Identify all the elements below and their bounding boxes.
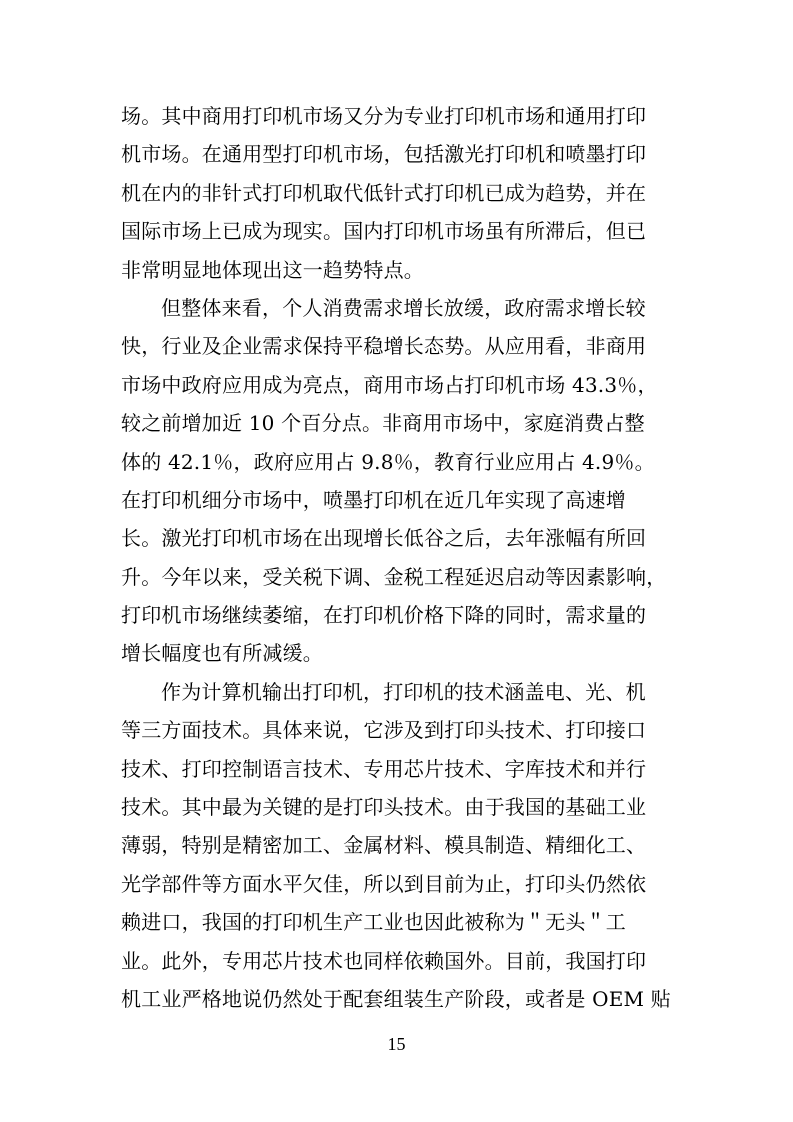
text-line: 赖进口，我国的打印机生产工业也因此被称为＂无头＂工: [121, 910, 626, 935]
text-line: 体的 42.1％，政府应用占 9.8％，教育行业应用占 4.9％。: [121, 449, 655, 474]
text-line: 市场中政府应用成为亮点，商用市场占打印机市场 43.3％，: [121, 372, 658, 397]
text-line: 但整体来看，个人消费需求增长放缓，政府需求增长较: [161, 295, 646, 320]
text-line: 较之前增加近 10 个百分点。非商用市场中，家庭消费占整: [121, 411, 645, 436]
text-line: 长。激光打印机市场在出现增长低谷之后，去年涨幅有所回: [121, 526, 647, 551]
text-line: 打印机市场继续萎缩，在打印机价格下降的同时，需求量的: [121, 603, 647, 628]
page-number: 15: [387, 1034, 406, 1054]
text-line: 非常明显地体现出这一趋势特点。: [121, 257, 424, 282]
text-line: 光学部件等方面水平欠佳，所以到目前为止，打印头仍然依: [121, 871, 647, 896]
text-line: 机市场。在通用型打印机市场，包括激光打印机和喷墨打印: [121, 142, 647, 167]
text-line: 在打印机细分市场中，喷墨打印机在近几年实现了高速增: [121, 487, 626, 512]
text-line: 机工业严格地说仍然处于配套组装生产阶段，或者是 OEM 贴: [121, 986, 671, 1011]
text-line: 薄弱，特别是精密加工、金属材料、模具制造、精细化工、: [121, 833, 647, 858]
text-line: 机在内的非针式打印机取代低针式打印机已成为趋势，并在: [121, 180, 647, 205]
text-line: 升。今年以来，受关税下调、金税工程延迟启动等因素影响，: [121, 564, 667, 589]
text-line: 技术、打印控制语言技术、专用芯片技术、字库技术和并行: [121, 756, 647, 781]
text-line: 技术。其中最为关键的是打印头技术。由于我国的基础工业: [121, 795, 647, 820]
text-line: 作为计算机输出打印机，打印机的技术涵盖电、光、机: [161, 679, 646, 704]
text-line: 业。此外，专用芯片技术也同样依赖国外。目前，我国打印: [121, 948, 647, 973]
text-line: 场。其中商用打印机市场又分为专业打印机市场和通用打印: [121, 104, 647, 128]
text-line: 增长幅度也有所减缓。: [121, 641, 323, 666]
text-line: 国际市场上已成为现实。国内打印机市场虽有所滞后，但已: [121, 219, 647, 244]
text-line: 等三方面技术。具体来说，它涉及到打印头技术、打印接口: [121, 718, 647, 743]
body-text: [121, 97, 681, 1018]
text-line: 快，行业及企业需求保持平稳增长态势。从应用看，非商用: [121, 334, 647, 359]
